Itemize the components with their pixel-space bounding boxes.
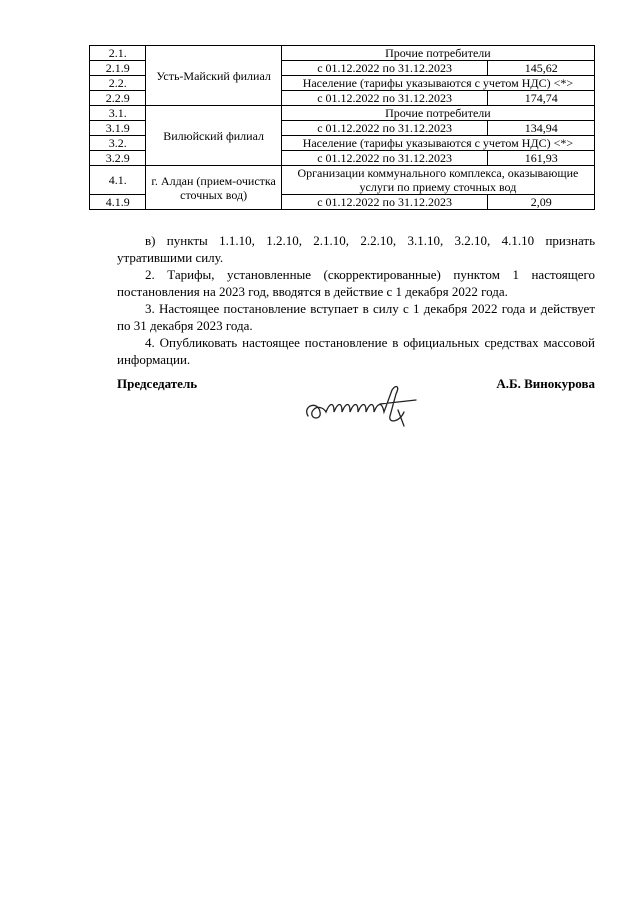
tariff-value: 161,93	[488, 151, 595, 166]
tariff-value: 145,62	[488, 61, 595, 76]
consumer-category: Прочие потребители	[281, 106, 594, 121]
paragraph-4: 4. Опубликовать настоящее постановление в официальных средствах массовой информации.	[117, 335, 595, 367]
row-number: 2.1.9	[90, 61, 146, 76]
row-number: 3.1.	[90, 106, 146, 121]
row-number: 3.2.	[90, 136, 146, 151]
tariff-value: 174,74	[488, 91, 595, 106]
period-cell: с 01.12.2022 по 31.12.2023	[281, 151, 488, 166]
consumer-category: Прочие потребители	[281, 46, 594, 61]
signatory-name: А.Б. Винокурова	[496, 376, 595, 391]
table-row	[90, 166, 595, 195]
period-cell: с 01.12.2022 по 31.12.2023	[281, 121, 488, 136]
consumer-category: Организации коммунального комплекса, оказывающие услуги по приему сточных вод	[281, 166, 594, 195]
paragraph-2: 2. Тарифы, установленные (скорректированные) пунктом 1 настоящего постановления на 2023 год, вводятся в действие с 1 декабря 2022 года.	[117, 267, 595, 299]
table-row	[90, 106, 595, 121]
table-row	[90, 46, 595, 61]
tariff-value: 134,94	[488, 121, 595, 136]
row-number: 2.2.9	[90, 91, 146, 106]
period-cell: с 01.12.2022 по 31.12.2023	[281, 195, 488, 210]
branch-name: г. Алдан (прием-очистка сточных вод)	[146, 166, 281, 210]
tariff-value: 2,09	[488, 195, 595, 210]
period-cell: с 01.12.2022 по 31.12.2023	[281, 61, 488, 76]
branch-name: Вилюйский филиал	[146, 106, 281, 166]
paragraph-3: 3. Настоящее постановление вступает в силу с 1 декабря 2022 года и действует по 31 декабря 2023 года.	[117, 301, 595, 333]
paragraph-v: в) пункты 1.1.10, 1.2.10, 2.1.10, 2.2.10, 3.1.10, 3.2.10, 4.1.10 признать утратившими силу.	[117, 233, 595, 265]
period-cell: с 01.12.2022 по 31.12.2023	[281, 91, 488, 106]
row-number: 2.2.	[90, 76, 146, 91]
resolution-text	[117, 232, 595, 368]
consumer-category: Население (тарифы указываются с учетом НДС) <*>	[281, 76, 594, 91]
consumer-category: Население (тарифы указываются с учетом НДС) <*>	[281, 136, 594, 151]
row-number: 2.1.	[90, 46, 146, 61]
row-number: 4.1.9	[90, 195, 146, 210]
signatory-title: Председатель	[117, 376, 198, 391]
row-number: 4.1.	[90, 166, 146, 195]
branch-name: Усть-Майский филиал	[146, 46, 281, 106]
row-number: 3.1.9	[90, 121, 146, 136]
row-number: 3.2.9	[90, 151, 146, 166]
handwritten-signature	[300, 382, 430, 432]
tariff-table	[89, 45, 595, 210]
